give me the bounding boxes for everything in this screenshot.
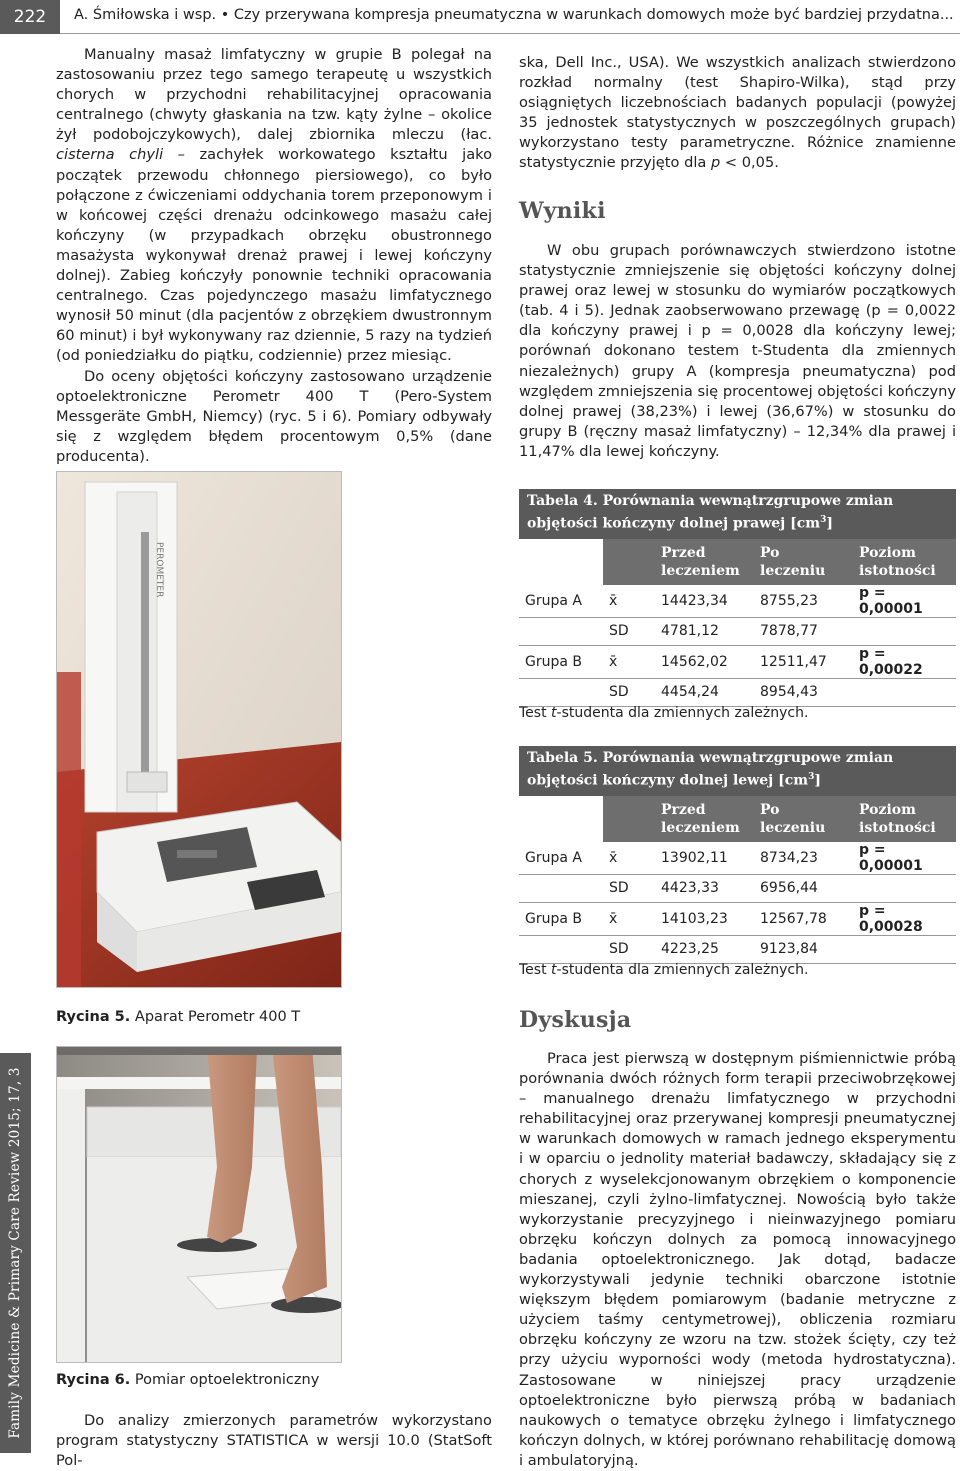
stat-cell: SD (603, 874, 655, 902)
before-cell: 14103,23 (655, 902, 754, 935)
table-5-title (519, 746, 956, 796)
table-4-header-before: Przed leczeniem (655, 539, 754, 585)
table-5-grid (519, 796, 956, 964)
group-cell: Grupa A (519, 585, 603, 618)
table-row (519, 935, 956, 963)
figure-perometer-device (56, 471, 342, 988)
after-cell: 8734,23 (754, 842, 853, 875)
table-4-note-italic: t (551, 705, 557, 721)
group-cell: Grupa B (519, 902, 603, 935)
p-value-cell: p = 0,00001 (853, 585, 956, 618)
table-4-title (519, 489, 956, 539)
before-cell: 14562,02 (655, 645, 754, 678)
table-5-header-stat (603, 796, 655, 842)
table-row (519, 678, 956, 706)
p-value-cell: p = 0,00022 (853, 645, 956, 678)
table-4-header-p: Poziom istotności (853, 539, 956, 585)
p-value-cell: p = 0,00028 (853, 902, 956, 935)
p-value-cell (853, 935, 956, 963)
header-rule (60, 33, 960, 34)
before-cell: 4781,12 (655, 617, 754, 645)
table-row (519, 617, 956, 645)
table-4-grid (519, 539, 956, 707)
table-row (519, 585, 956, 618)
table-4-note-a: Test (519, 705, 552, 721)
before-cell: 13902,11 (655, 842, 754, 875)
table-5 (519, 746, 956, 964)
stat-cell: x̄ (603, 902, 655, 935)
right-column-top-text (519, 53, 956, 174)
group-cell: Grupa A (519, 842, 603, 875)
after-cell: 7878,77 (754, 617, 853, 645)
table-4-title-end: ] (826, 515, 833, 532)
table-5-header-blank (519, 796, 603, 842)
paragraph-statistics-part-b: < 0,05. (720, 154, 779, 172)
table-5-note-italic: t (551, 962, 557, 978)
table-4 (519, 489, 956, 707)
table-row (519, 645, 956, 678)
after-cell: 9123,84 (754, 935, 853, 963)
stat-cell: x̄ (603, 645, 655, 678)
after-cell: 6956,44 (754, 874, 853, 902)
group-cell (519, 935, 603, 963)
group-cell (519, 678, 603, 706)
section-heading-wyniki: Wyniki (519, 198, 606, 224)
stat-cell: SD (603, 935, 655, 963)
paragraph-massage-part-a: Manualny masaż limfatyczny w grupie B polegał na zastosowaniu przez tego samego terapeutę u wszystkich chorych w przychodni rehabilitacyjnej opracowania centralnego (chwyty głaskania na tzw. kąty żylne – okolice żył podobojczykowych), dalej zbiornika mleczu (łac. (56, 46, 492, 144)
left-column-bottom-text (56, 1411, 492, 1471)
table-4-header-after: Po leczeniu (754, 539, 853, 585)
table-5-title-sup: 3 (808, 772, 815, 782)
paragraph-statistica: Do analizy zmierzonych parametrów wykorzystano program statystyczny STATISTICA w wersji 10.0 (StatSoft Pol- (56, 1412, 492, 1470)
figure-optoelectronic-measurement (56, 1046, 342, 1363)
table-4-title-text: Tabela 4. Porównania wewnątrzgrupowe zmian objętości kończyny dolnej prawej [cm (527, 493, 894, 532)
p-value-cell (853, 874, 956, 902)
stat-cell: SD (603, 678, 655, 706)
journal-side-label: Family Medicine & Primary Care Review 2015; 17, 3 (7, 1067, 23, 1439)
p-value-cell (853, 617, 956, 645)
p-symbol: p (710, 154, 721, 172)
page-number: 222 (0, 0, 60, 34)
table-4-note-b: -studenta dla zmiennych zależnych. (556, 705, 809, 721)
before-cell: 4454,24 (655, 678, 754, 706)
paragraph-discussion: Praca jest pierwszą w dostępnym piśmiennictwie próbą porównania dwóch różnych form terapii przeciwobrzękowej – manualnego drenażu limfatycznego w przychodni rehabilitacyjnej oraz przerywanej kompresji pneumatycznej w warunkach domowych w ramach jednego eksperymentu i w oparciu o jednolity materiał badawczy, składający się z chorych z wyselekcjonowanym obrzękiem o komponencie mieszanej, czyli żylno-limfatycznej. Nowością było także wykorzystanie precyzyjnego i nieinwazyjnego pomiaru obrzęku kończyn dolnych za pomocą innowacyjnego badania optoelektronicznego. Jak dotąd, badacze wykorzystywali jedynie techniki obarczone istotnie większym błędem pomiarowym (badanie metryczne z użyciem taśmy centymetrowej), obliczenia rozmiaru obrzęku kończyny ze wzoru na tzw. stożek ścięty, czy też przy użyciu wyporności wody (metoda hydrostatyczna). Zastosowane w niniejszej pracy urządzenie optoelektroniczne było pierwszą próbą w badaniach naukowych o tematyce obrzęku żylnego i limfatycznego kończyn dolnych, w której porównano rehabilitację domową i ambulatoryjną. (519, 1050, 956, 1469)
table-4-header-blank (519, 539, 603, 585)
discussion-text (519, 1049, 956, 1471)
table-5-header-before: Przed leczeniem (655, 796, 754, 842)
table-4-header-stat (603, 539, 655, 585)
stat-cell: x̄ (603, 585, 655, 618)
group-cell: Grupa B (519, 645, 603, 678)
table-4-title-sup: 3 (820, 515, 827, 525)
table-5-note-a: Test (519, 962, 552, 978)
results-text (519, 241, 956, 462)
table-4-note (519, 705, 808, 721)
table-5-header-after: Po leczeniu (754, 796, 853, 842)
table-row (519, 874, 956, 902)
paragraph-statistics (519, 53, 956, 174)
paragraph-massage (56, 45, 492, 367)
figure-6-text: Pomiar optoelektroniczny (134, 1372, 320, 1388)
section-heading-dyskusja: Dyskusja (519, 1007, 632, 1033)
table-5-header-p: Poziom istotności (853, 796, 956, 842)
table-5-title-end: ] (814, 772, 821, 789)
p-value-cell: p = 0,00001 (853, 842, 956, 875)
left-column-text (56, 45, 492, 467)
latin-term: cisterna chyli (56, 146, 164, 164)
paragraph-results: W obu grupach porównawczych stwierdzono istotne statystycznie zmniejszenie się objętości kończyny dolnej prawej oraz lewej w stosunku do wymiarów początkowych (tab. 4 i 5). Jednak zaobserwowano przewagę (p = 0,0022 dla kończyny prawej i p = 0,0028 dla kończyny lewej; porównań dokonano testem t-Studenta dla zmiennych niezależnych) grupy A (kompresja pneumatyczna) pod względem zmniejszenia się procentowej objętości kończyny dolnej prawej (38,23%) i lewej (36,67%) w stosunku do grupy B (ręczny masaż limfatyczny) – 12,34% dla prawej i 11,47% dla lewej kończyny. (519, 242, 956, 460)
running-head-text: A. Śmiłowska i wsp. • Czy przerywana kompresja pneumatyczna w warunkach domowych może być bardziej przydatna... (74, 7, 954, 23)
figure-6-caption (56, 1372, 319, 1388)
figure-5-caption (56, 1009, 300, 1025)
figure-6-label: Rycina 6. (56, 1372, 131, 1388)
paragraph-massage-part-b: – zachyłek workowatego kształtu jako początek przewodu chłonnego piersiowego), co było połączone z ćwiczeniami oddychania torem przeponowym i w końcowej części drenażu odcinkowego masażu całej kończyny (w przypadkach obrzęku obustronnego masażysta wykonywał drenaż prawej i lewej kończyny dolnej). Zabieg kończyły ponownie techniki opracowania centralnego. Czas pojedynczego masażu limfatycznego wynosił 50 minut (dla pacjentów z obrzękiem dwustronnym 60 minut) i był wykonywany raz dziennie, 5 razy na tydzień (od poniedziałku do piątku, codziennie) przez miesiąc. (56, 146, 492, 365)
after-cell: 8755,23 (754, 585, 853, 618)
figure-5-text: Aparat Perometr 400 T (134, 1009, 301, 1025)
group-cell (519, 617, 603, 645)
table-4-header-row (519, 539, 956, 585)
table-row (519, 842, 956, 875)
stat-cell: SD (603, 617, 655, 645)
running-header (0, 0, 960, 34)
table-row (519, 902, 956, 935)
table-5-note (519, 962, 808, 978)
device-brand-label: PEROMETER (154, 542, 164, 598)
figure-5-label: Rycina 5. (56, 1009, 131, 1025)
before-cell: 14423,34 (655, 585, 754, 618)
paragraph-perometer: Do oceny objętości kończyny zastosowano urządzenie optoelektroniczne Perometr 400 T (Pero-System Messgeräte GmbH, Niemcy) (ryc. 5 i 6). Pomiary odbywały się z względem błędem procentowym 0,5% (dane producenta). (56, 367, 492, 465)
before-cell: 4223,25 (655, 935, 754, 963)
paragraph-statistics-part-a: ska, Dell Inc., USA). We wszystkich analizach stwierdzono rozkład normalny (test Shapiro-Wilka), stąd przy osiągniętych liczebnościach badanych populacji (powyżej 35 jednostek statystycznych w poszczególnych grupach) wykorzystano testy parametryczne. Różnice znamienne statystycznie przyjęto dla (519, 54, 956, 172)
before-cell: 4423,33 (655, 874, 754, 902)
p-value-cell (853, 678, 956, 706)
table-5-note-b: -studenta dla zmiennych zależnych. (556, 962, 809, 978)
group-cell (519, 874, 603, 902)
after-cell: 12511,47 (754, 645, 853, 678)
table-5-header-row (519, 796, 956, 842)
stat-cell: x̄ (603, 842, 655, 875)
after-cell: 8954,43 (754, 678, 853, 706)
after-cell: 12567,78 (754, 902, 853, 935)
table-5-title-text: Tabela 5. Porównania wewnątrzgrupowe zmian objętości kończyny dolnej lewej [cm (527, 750, 894, 789)
